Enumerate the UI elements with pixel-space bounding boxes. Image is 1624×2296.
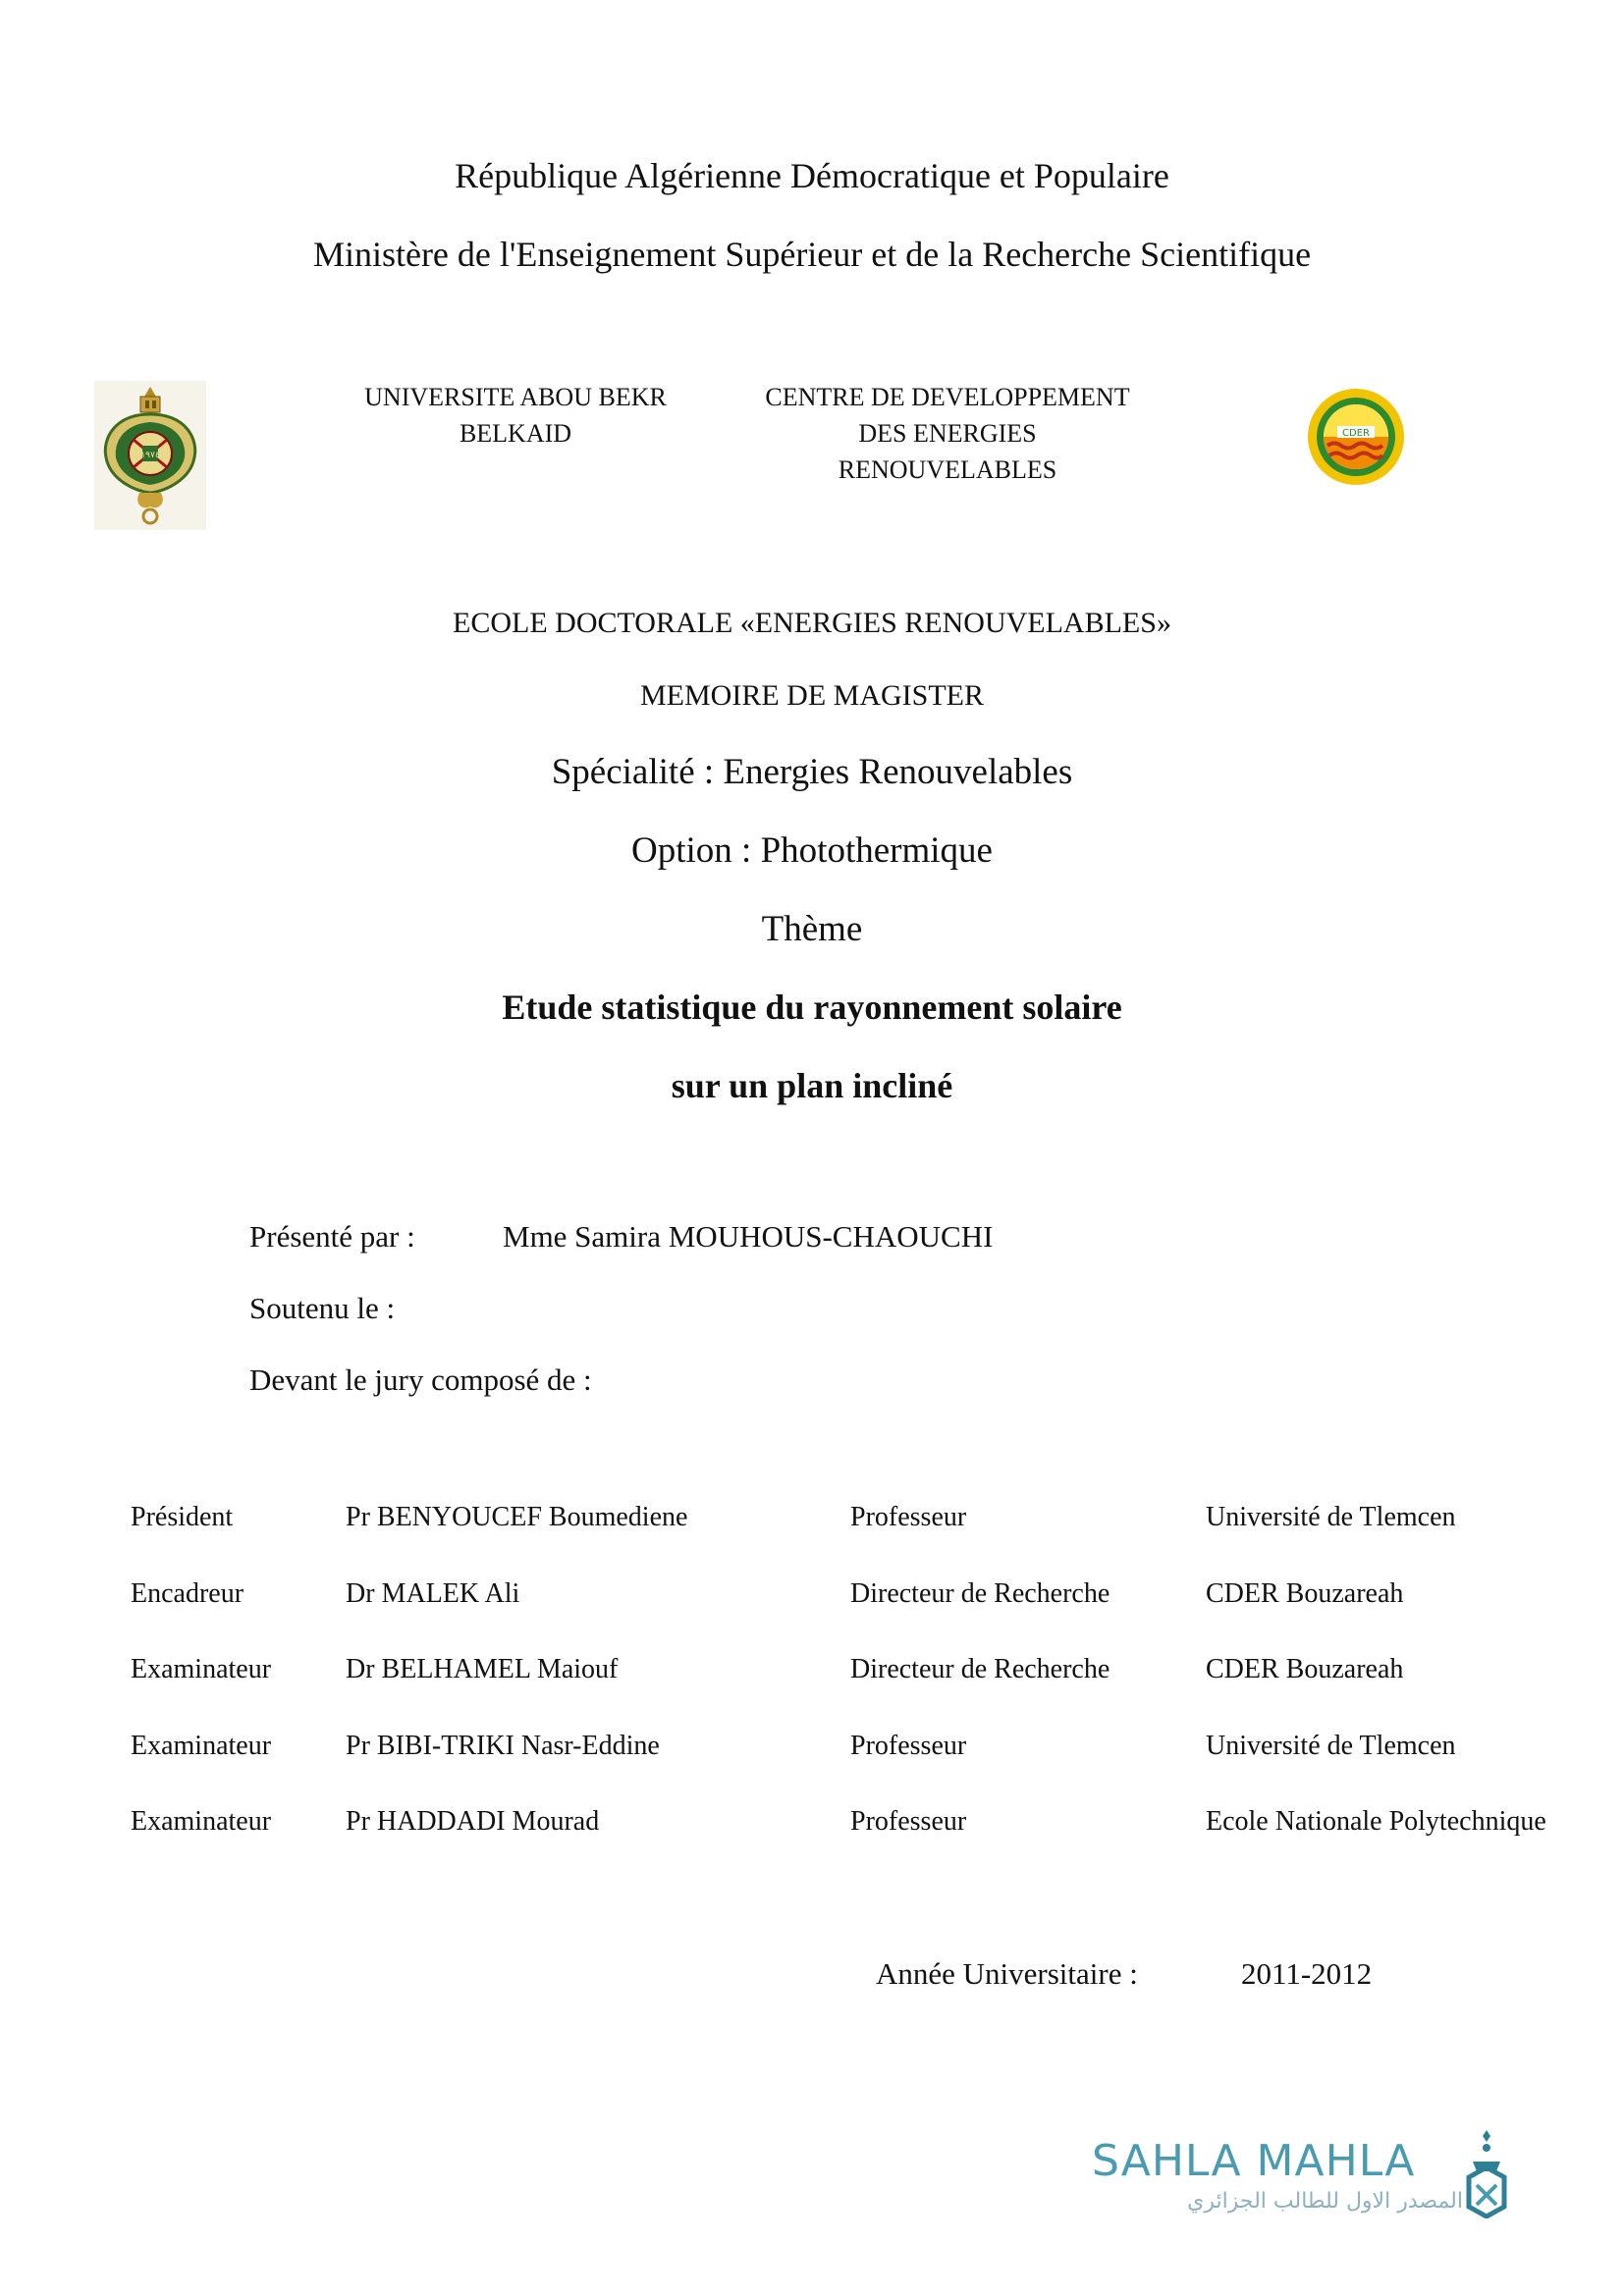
university-name-line2: BELKAID xyxy=(459,419,572,448)
jury-role: Examinateur xyxy=(131,1806,272,1837)
watermark-emblem-icon xyxy=(1463,2128,1510,2218)
research-center-line2: DES ENERGIES xyxy=(858,419,1037,448)
jury-affiliation: CDER Bouzareah xyxy=(1206,1654,1404,1684)
jury-name: Pr BENYOUCEF Boumediene xyxy=(346,1502,688,1532)
university-logo xyxy=(94,381,206,530)
thesis-title-line2: sur un plan incliné xyxy=(671,1066,953,1105)
jury-name: Pr BIBI-TRIKI Nasr-Eddine xyxy=(346,1731,660,1761)
jury-affiliation: Université de Tlemcen xyxy=(1206,1502,1456,1532)
research-center-name xyxy=(731,379,1164,488)
research-center-line1: CENTRE DE DEVELOPPEMENT xyxy=(765,383,1130,411)
presented-by-label: Présenté par : xyxy=(249,1219,415,1254)
watermark-tagline: المصدر الاول للطالب الجزائري xyxy=(1187,2189,1463,2214)
research-center-line3: RENOUVELABLES xyxy=(838,455,1057,484)
jury-affiliation: Ecole Nationale Polytechnique xyxy=(1206,1806,1546,1837)
defended-label: Soutenu le : xyxy=(249,1291,396,1325)
svg-text:١٩٧٤: ١٩٧٤ xyxy=(140,451,160,460)
cder-logo xyxy=(1306,387,1406,487)
option: Option : Photothermique xyxy=(631,830,993,871)
jury-name: Dr BELHAMEL Maiouf xyxy=(346,1654,619,1684)
jury-name: Dr MALEK Ali xyxy=(346,1578,520,1609)
jury-title: Professeur xyxy=(850,1731,967,1761)
jury-title: Directeur de Recherche xyxy=(850,1654,1110,1684)
theme-label: Thème xyxy=(761,909,863,949)
academic-year-value: 2011-2012 xyxy=(1241,1956,1373,1991)
jury-name: Pr HADDADI Mourad xyxy=(346,1806,600,1837)
jury-affiliation: Université de Tlemcen xyxy=(1206,1731,1456,1761)
jury-role: Examinateur xyxy=(131,1654,272,1684)
ministry-heading: Ministère de l'Enseignement Supérieur et de la Recherche Scientifique xyxy=(312,235,1312,274)
sahla-mahla-watermark xyxy=(1092,2136,1504,2234)
doctoral-school: ECOLE DOCTORALE «ENERGIES RENOUVELABLES» xyxy=(453,607,1171,639)
thesis-title-line1: Etude statistique du rayonnement solaire xyxy=(502,988,1122,1027)
jury-title: Professeur xyxy=(850,1806,967,1837)
jury-role: Examinateur xyxy=(131,1731,272,1761)
degree-type: MEMOIRE DE MAGISTER xyxy=(640,679,984,712)
jury-affiliation: CDER Bouzareah xyxy=(1206,1578,1404,1609)
jury-role: Encadreur xyxy=(131,1578,244,1609)
jury-title: Directeur de Recherche xyxy=(850,1578,1110,1609)
university-name xyxy=(334,379,697,452)
presenter-name: Mme Samira MOUHOUS-CHAOUCHI xyxy=(503,1219,994,1254)
jury-role: Président xyxy=(131,1502,234,1532)
university-name-line1: UNIVERSITE ABOU BEKR xyxy=(364,383,667,411)
watermark-brand: SAHLA MAHLA xyxy=(1092,2136,1416,2186)
speciality: Spécialité : Energies Renouvelables xyxy=(551,752,1073,792)
academic-year-label: Année Universitaire : xyxy=(876,1956,1138,1991)
jury-label: Devant le jury composé de : xyxy=(249,1362,592,1397)
jury-title: Professeur xyxy=(850,1502,967,1532)
country-heading: République Algérienne Démocratique et Populaire xyxy=(455,156,1169,195)
cder-logo-text: CDER xyxy=(1342,428,1370,439)
